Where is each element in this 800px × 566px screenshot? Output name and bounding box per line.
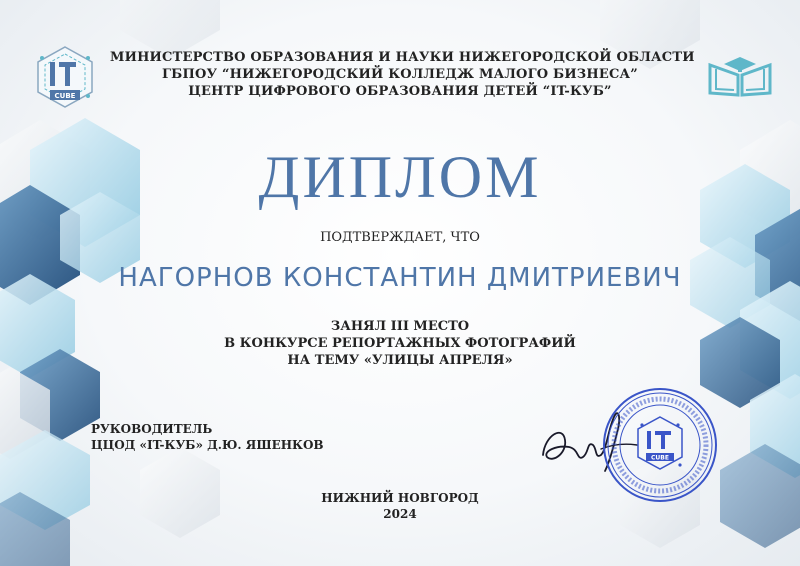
- svg-text:CUBE: CUBE: [54, 92, 76, 100]
- signatory-role: РУКОВОДИТЕЛЬ: [91, 422, 213, 436]
- book-graduation-cap-icon: [704, 55, 776, 97]
- footer-year: 2024: [383, 507, 417, 521]
- header-line-ministry: МИНИСТЕРСТВО ОБРАЗОВАНИЯ И НАУКИ НИЖЕГОРОДСКОЙ ОБЛАСТИ: [110, 50, 695, 65]
- achievement-theme: НА ТЕМУ «УЛИЦЫ АПРЕЛЯ»: [287, 353, 513, 368]
- confirm-text: ПОДТВЕРЖДАЕТ, ЧТО: [320, 230, 480, 245]
- achievement-contest: В КОНКУРСЕ РЕПОРТАЖНЫХ ФОТОГРАФИЙ: [224, 336, 576, 351]
- svg-text:CUBE: CUBE: [651, 454, 669, 462]
- round-seal-stamp: [600, 385, 720, 505]
- footer-place: [250, 490, 550, 522]
- achievement-text: [180, 318, 620, 369]
- organization-header: [110, 49, 695, 100]
- it-cube-logo-icon: [32, 44, 98, 110]
- diploma-title: ДИПЛОМ: [258, 144, 542, 210]
- header-line-center: ЦЕНТР ЦИФРОВОГО ОБРАЗОВАНИЯ ДЕТЕЙ “IT-КУБ”: [188, 84, 612, 99]
- achievement-place: ЗАНЯЛ III МЕСТО: [330, 319, 470, 334]
- signatory-block: [91, 421, 351, 453]
- header-line-college: ГБПОУ “НИЖЕГОРОДСКИЙ КОЛЛЕДЖ МАЛОГО БИЗНЕСА”: [162, 67, 638, 82]
- recipient-name: НАГОРНОВ КОНСТАНТИН ДМИТРИЕВИЧ: [118, 263, 682, 293]
- footer-city: НИЖНИЙ НОВГОРОД: [321, 491, 479, 505]
- signatory-name: ЦЦОД «IT-КУБ» Д.Ю. ЯШЕНКОВ: [91, 438, 324, 452]
